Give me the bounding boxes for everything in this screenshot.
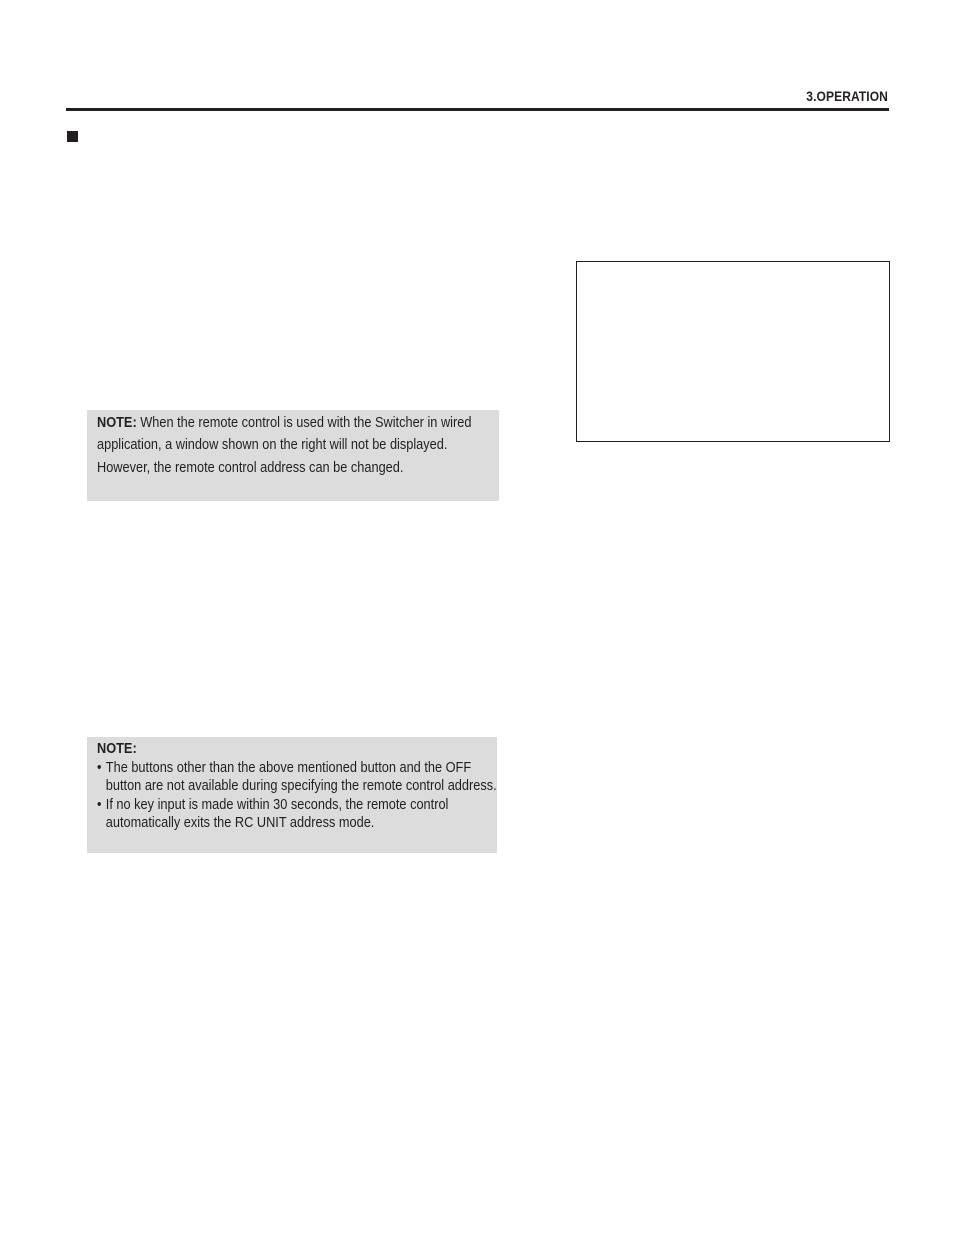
note-label: NOTE: [97, 415, 137, 431]
note-label: NOTE: [97, 741, 137, 757]
bullet-icon: • [97, 759, 102, 776]
header-rule [66, 108, 889, 111]
note-text: When the remote control is used with the Switcher in wired application, a window shown on the right will not be displayed. However, the remote control address can be changed. [97, 415, 472, 476]
screen-display-frame [576, 261, 890, 442]
note-address-mode [87, 737, 497, 853]
note-wired-body [97, 412, 500, 479]
note-wired-application [87, 410, 499, 501]
section-heading-square-icon [67, 131, 78, 142]
list-item [97, 796, 498, 833]
list-item-text: If no key input is made within 30 seconds, the remote control automatically exits the RC UNIT address mode. [105, 796, 449, 832]
list-item-text: The buttons other than the above mentioned button and the OFF button are not available during specifying the remote control address. [105, 759, 497, 795]
chapter-label: 3.OPERATION [806, 88, 888, 104]
bullet-icon: • [97, 796, 102, 813]
note-bullet-list [97, 759, 498, 833]
note-address-body [97, 740, 498, 833]
list-item [97, 759, 498, 796]
